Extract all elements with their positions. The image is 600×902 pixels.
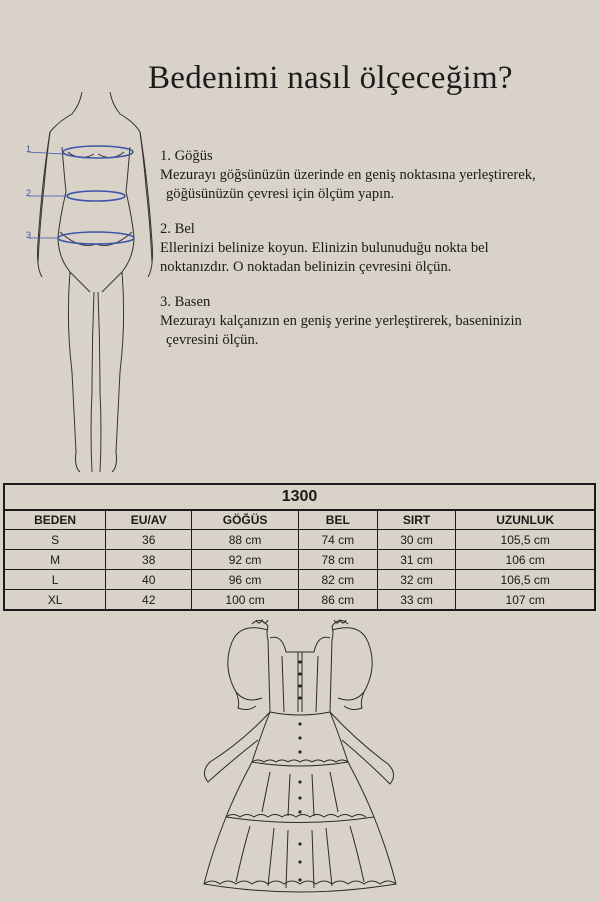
table-cell: 92 cm: [192, 550, 299, 570]
step-heading: 3. Basen: [160, 294, 211, 310]
step-text: göğüsünüzün çevresi için ölçüm yapın.: [166, 186, 395, 202]
table-cell: 33 cm: [377, 590, 456, 611]
table-caption: 1300: [4, 484, 595, 510]
step-heading: 2. Bel: [160, 221, 195, 237]
table-cell: 96 cm: [192, 570, 299, 590]
table-cell: 42: [106, 590, 192, 611]
header-bel: BEL: [298, 510, 377, 530]
header-gogus: GÖĞÜS: [192, 510, 299, 530]
table-cell: 32 cm: [377, 570, 456, 590]
header-sirt: SIRT: [377, 510, 456, 530]
step-hip: [160, 293, 590, 350]
table-cell: 106,5 cm: [456, 570, 595, 590]
size-table: [3, 483, 596, 611]
header-uzunluk: UZUNLUK: [456, 510, 595, 530]
dress-sketch: [170, 612, 430, 897]
table-cell: 106 cm: [456, 550, 595, 570]
table-cell: 100 cm: [192, 590, 299, 611]
marker-1: 1: [26, 144, 32, 154]
table-cell: 82 cm: [298, 570, 377, 590]
table-row: [4, 530, 595, 550]
table-cell: 40: [106, 570, 192, 590]
table-cell: 38: [106, 550, 192, 570]
step-text: çevresini ölçün.: [166, 332, 259, 348]
table-cell: 74 cm: [298, 530, 377, 550]
step-text: Mezurayı göğsünüzün üzerinde en geniş noktasına yerleştirerek,: [160, 167, 536, 183]
marker-2: 2: [26, 188, 32, 198]
table-cell: 36: [106, 530, 192, 550]
table-header-row: [4, 510, 595, 530]
table-cell: S: [4, 530, 106, 550]
body-measurement-figure: [20, 92, 170, 477]
step-text: Mezurayı kalçanızın en geniş yerine yerleştirerek, baseninizin: [160, 313, 522, 329]
table-cell: 78 cm: [298, 550, 377, 570]
header-euav: EU/AV: [106, 510, 192, 530]
header-beden: BEDEN: [4, 510, 106, 530]
table-cell: 88 cm: [192, 530, 299, 550]
marker-3: 3: [26, 230, 32, 240]
step-waist: [160, 220, 590, 277]
size-table-container: [3, 483, 596, 611]
step-chest: [160, 147, 590, 204]
table-cell: 31 cm: [377, 550, 456, 570]
page-title: Bedenimi nasıl ölçeceğim?: [148, 60, 513, 96]
step-heading: 1. Göğüs: [160, 148, 213, 164]
table-cell: L: [4, 570, 106, 590]
table-cell: XL: [4, 590, 106, 611]
table-row: [4, 550, 595, 570]
step-text: noktanızdır. O noktadan belinizin çevresini ölçün.: [160, 259, 452, 275]
table-row: [4, 570, 595, 590]
table-row: [4, 590, 595, 611]
measurement-instructions: [160, 147, 590, 366]
table-cell: 86 cm: [298, 590, 377, 611]
table-cell: 105,5 cm: [456, 530, 595, 550]
table-cell: M: [4, 550, 106, 570]
step-text: Ellerinizi belinize koyun. Elinizin bulunuduğu nokta bel: [160, 240, 489, 256]
table-cell: 30 cm: [377, 530, 456, 550]
table-cell: 107 cm: [456, 590, 595, 611]
